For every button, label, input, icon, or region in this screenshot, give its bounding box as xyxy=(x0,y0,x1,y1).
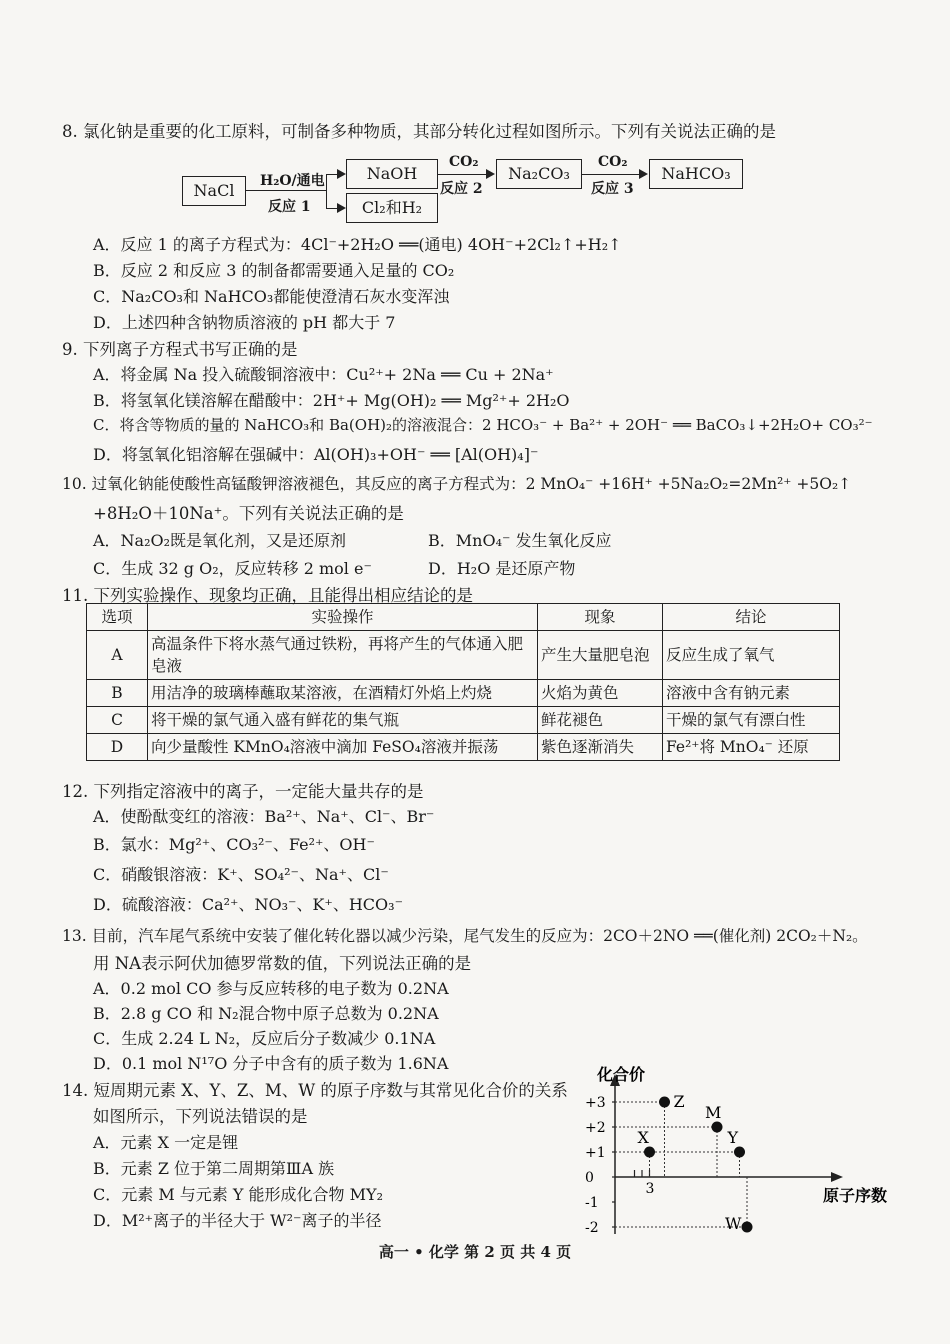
row-option: C xyxy=(87,707,148,734)
q8-option-c: C．Na₂CO₃和 NaHCO₃都能使澄清石灰水变浑浊 xyxy=(93,287,450,306)
y-tick-label: 0 xyxy=(585,1170,594,1186)
q8-stem: 8. 氯化钠是重要的化工原料，可制备多种物质，其部分转化过程如图所示。下列有关说法正确的是 xyxy=(62,122,776,141)
row-phenomenon: 火焰为黄色 xyxy=(538,680,663,707)
point-X xyxy=(644,1147,655,1158)
q14-option-b: B．元素 Z 位于第二周期第ⅢA 族 xyxy=(93,1159,335,1178)
q13-option-c: C．生成 2.24 L N₂，反应后分子数减少 0.1NA xyxy=(93,1029,436,1048)
nahco3-box: NaHCO₃ xyxy=(649,159,743,189)
q10-option-c: C．生成 32 g O₂，反应转移 2 mol e⁻ xyxy=(93,559,372,578)
arrow3-top-label: CO₂ xyxy=(598,154,628,170)
nacl-box: NaCl xyxy=(182,176,246,206)
q12-option-c: C．硝酸银溶液：K⁺、SO₄²⁻、Na⁺、Cl⁻ xyxy=(93,865,389,884)
y-tick-label: -1 xyxy=(585,1195,599,1211)
row-option: D xyxy=(87,734,148,761)
q8-option-a: A．反应 1 的离子方程式为：4Cl⁻+2H₂O ══(通电) 4OH⁻+2Cl₂↑+H₂↑ xyxy=(93,235,622,254)
header-conclusion: 结论 xyxy=(663,604,840,631)
arrow3-head xyxy=(639,169,648,179)
row-conclusion: Fe²⁺将 MnO₄⁻ 还原 xyxy=(663,734,840,761)
q10-stem-line2: +8H₂O＋10Na⁺。下列有关说法正确的是 xyxy=(93,504,404,523)
q10-stem-line1: 10. 过氧化钠能使酸性高锰酸钾溶液褪色，其反应的离子方程式为：2 MnO₄⁻ +16H⁺ +5Na₂O₂=2Mn²⁺ +5O₂↑ xyxy=(62,475,852,493)
q10-option-a: A．Na₂O₂既是氧化剂，又是还原剂 xyxy=(93,531,347,550)
q10-option-b: B．MnO₄⁻ 发生氧化反应 xyxy=(428,531,612,550)
y-tick-label: -2 xyxy=(585,1220,599,1236)
row-option: B xyxy=(87,680,148,707)
arrow2-head xyxy=(486,169,495,179)
header-phenomenon: 现象 xyxy=(538,604,663,631)
q13-option-a: A．0.2 mol CO 参与反应转移的电子数为 0.2NA xyxy=(93,979,449,998)
q14-option-d: D．M²⁺离子的半径大于 W²⁻离子的半径 xyxy=(93,1211,382,1230)
q13-option-b: B．2.8 g CO 和 N₂混合物中原子总数为 0.2NA xyxy=(93,1004,439,1023)
q9-option-d: D．将氢氧化铝溶解在强碱中：Al(OH)₃+OH⁻ ══ [Al(OH)₄]⁻ xyxy=(93,445,539,464)
y-tick-label: +2 xyxy=(585,1120,606,1136)
row-operation: 高温条件下将水蒸气通过铁粉，再将产生的气体通入肥皂液 xyxy=(148,631,538,680)
row-conclusion: 干燥的氯气有漂白性 xyxy=(663,707,840,734)
q12-option-b: B．氯水：Mg²⁺、CO₃²⁻、Fe²⁺、OH⁻ xyxy=(93,835,375,854)
na2co3-box: Na₂CO₃ xyxy=(496,159,582,189)
arrow3-line xyxy=(582,174,640,175)
table-row xyxy=(87,680,840,707)
y-axis-label: 化合价 xyxy=(597,1065,646,1084)
point-W xyxy=(742,1222,753,1233)
x-tick-label: 3 xyxy=(645,1181,655,1197)
q11-stem: 11. 下列实验操作、现象均正确，且能得出相应结论的是 xyxy=(62,586,473,605)
arrow1-bottom-label: 反应 1 xyxy=(268,199,311,215)
row-conclusion: 溶液中含有钠元素 xyxy=(663,680,840,707)
q14-stem-line2: 如图所示，下列说法错误的是 xyxy=(93,1107,308,1126)
q13-option-d: D．0.1 mol N¹⁷O 分子中含有的质子数为 1.6NA xyxy=(93,1054,449,1073)
y-tick-label: +3 xyxy=(585,1095,606,1111)
row-option: A xyxy=(87,631,148,680)
table-row xyxy=(87,631,840,680)
q13-stem-line1: 13. 目前，汽车尾气系统中安装了催化转化器以减少污染，尾气发生的反应为：2CO＋2NO ══(催化剂) 2CO₂＋N₂。 xyxy=(62,927,868,945)
q8-option-b: B．反应 2 和反应 3 的制备都需要通入足量的 CO₂ xyxy=(93,261,455,280)
header-operation: 实验操作 xyxy=(148,604,538,631)
y-tick-label: +1 xyxy=(585,1145,606,1161)
arrow3-bottom-label: 反应 3 xyxy=(591,181,634,197)
point-Z xyxy=(659,1097,670,1108)
arrow2-line xyxy=(438,174,487,175)
row-operation: 用洁净的玻璃棒蘸取某溶液，在酒精灯外焰上灼烧 xyxy=(148,680,538,707)
q9-option-b: B．将氢氧化镁溶解在醋酸中：2H⁺+ Mg(OH)₂ ══ Mg²⁺+ 2H₂O xyxy=(93,391,570,410)
point-label-W: W xyxy=(725,1214,742,1233)
point-M xyxy=(712,1122,723,1133)
arrow2-top-label: CO₂ xyxy=(449,154,479,170)
row-phenomenon: 鲜花褪色 xyxy=(538,707,663,734)
row-conclusion: 反应生成了氧气 xyxy=(663,631,840,680)
point-label-Z: Z xyxy=(673,1092,685,1111)
q13-stem-line2: 用 NA表示阿伏加德罗常数的值，下列说法正确的是 xyxy=(93,954,472,973)
point-label-Y: Y xyxy=(727,1128,739,1147)
q10-option-d: D．H₂O 是还原产物 xyxy=(428,559,576,578)
arrow1-top-label: H₂O/通电 xyxy=(260,173,325,189)
cl2h2-box: Cl₂和H₂ xyxy=(346,193,438,223)
naoh-box: NaOH xyxy=(346,159,438,189)
x-axis-label: 原子序数 xyxy=(823,1186,888,1205)
table-header-row xyxy=(87,604,840,631)
valence-chart xyxy=(575,1062,905,1244)
header-option: 选项 xyxy=(87,604,148,631)
point-label-M: M xyxy=(705,1103,722,1122)
arrow1-head-up xyxy=(337,169,346,179)
row-phenomenon: 紫色逐渐消失 xyxy=(538,734,663,761)
q14-option-c: C．元素 M 与元素 Y 能形成化合物 MY₂ xyxy=(93,1185,383,1204)
row-phenomenon: 产生大量肥皂泡 xyxy=(538,631,663,680)
table-row xyxy=(87,707,840,734)
q12-option-d: D．硫酸溶液：Ca²⁺、NO₃⁻、K⁺、HCO₃⁻ xyxy=(93,895,404,914)
q14-option-a: A．元素 X 一定是锂 xyxy=(93,1133,239,1152)
q8-option-d: D．上述四种含钠物质溶液的 pH 都大于 7 xyxy=(93,313,396,332)
q12-stem: 12. 下列指定溶液中的离子，一定能大量共存的是 xyxy=(62,782,424,801)
point-Y xyxy=(734,1147,745,1158)
page-footer: 高一 • 化学 第 2 页 共 4 页 xyxy=(378,1243,572,1261)
x-axis-arrow xyxy=(831,1172,843,1182)
q9-option-c: C．将含等物质的量的 NaHCO₃和 Ba(OH)₂的溶液混合：2 HCO₃⁻ + Ba²⁺ + 2OH⁻ ══ BaCO₃↓+2H₂O+ CO₃²⁻ xyxy=(93,416,873,434)
q14-stem-line1: 14. 短周期元素 X、Y、Z、M、W 的原子序数与其常见化合价的关系 xyxy=(62,1081,568,1100)
row-operation: 将干燥的氯气通入盛有鲜花的集气瓶 xyxy=(148,707,538,734)
row-operation: 向少量酸性 KMnO₄溶液中滴加 FeSO₄溶液并振荡 xyxy=(148,734,538,761)
q12-option-a: A．使酚酞变红的溶液：Ba²⁺、Na⁺、Cl⁻、Br⁻ xyxy=(93,807,435,826)
arrow1-line xyxy=(246,190,326,191)
arrow2-bottom-label: 反应 2 xyxy=(440,181,483,197)
table-row xyxy=(87,734,840,761)
arrow1-head-down xyxy=(337,203,346,213)
point-label-X: X xyxy=(637,1128,649,1147)
q9-option-a: A．将金属 Na 投入硫酸铜溶液中：Cu²⁺+ 2Na ══ Cu + 2Na⁺ xyxy=(93,365,554,384)
q11-table xyxy=(86,603,840,761)
arrow1-branch xyxy=(326,174,327,208)
q9-stem: 9. 下列离子方程式书写正确的是 xyxy=(62,340,298,359)
